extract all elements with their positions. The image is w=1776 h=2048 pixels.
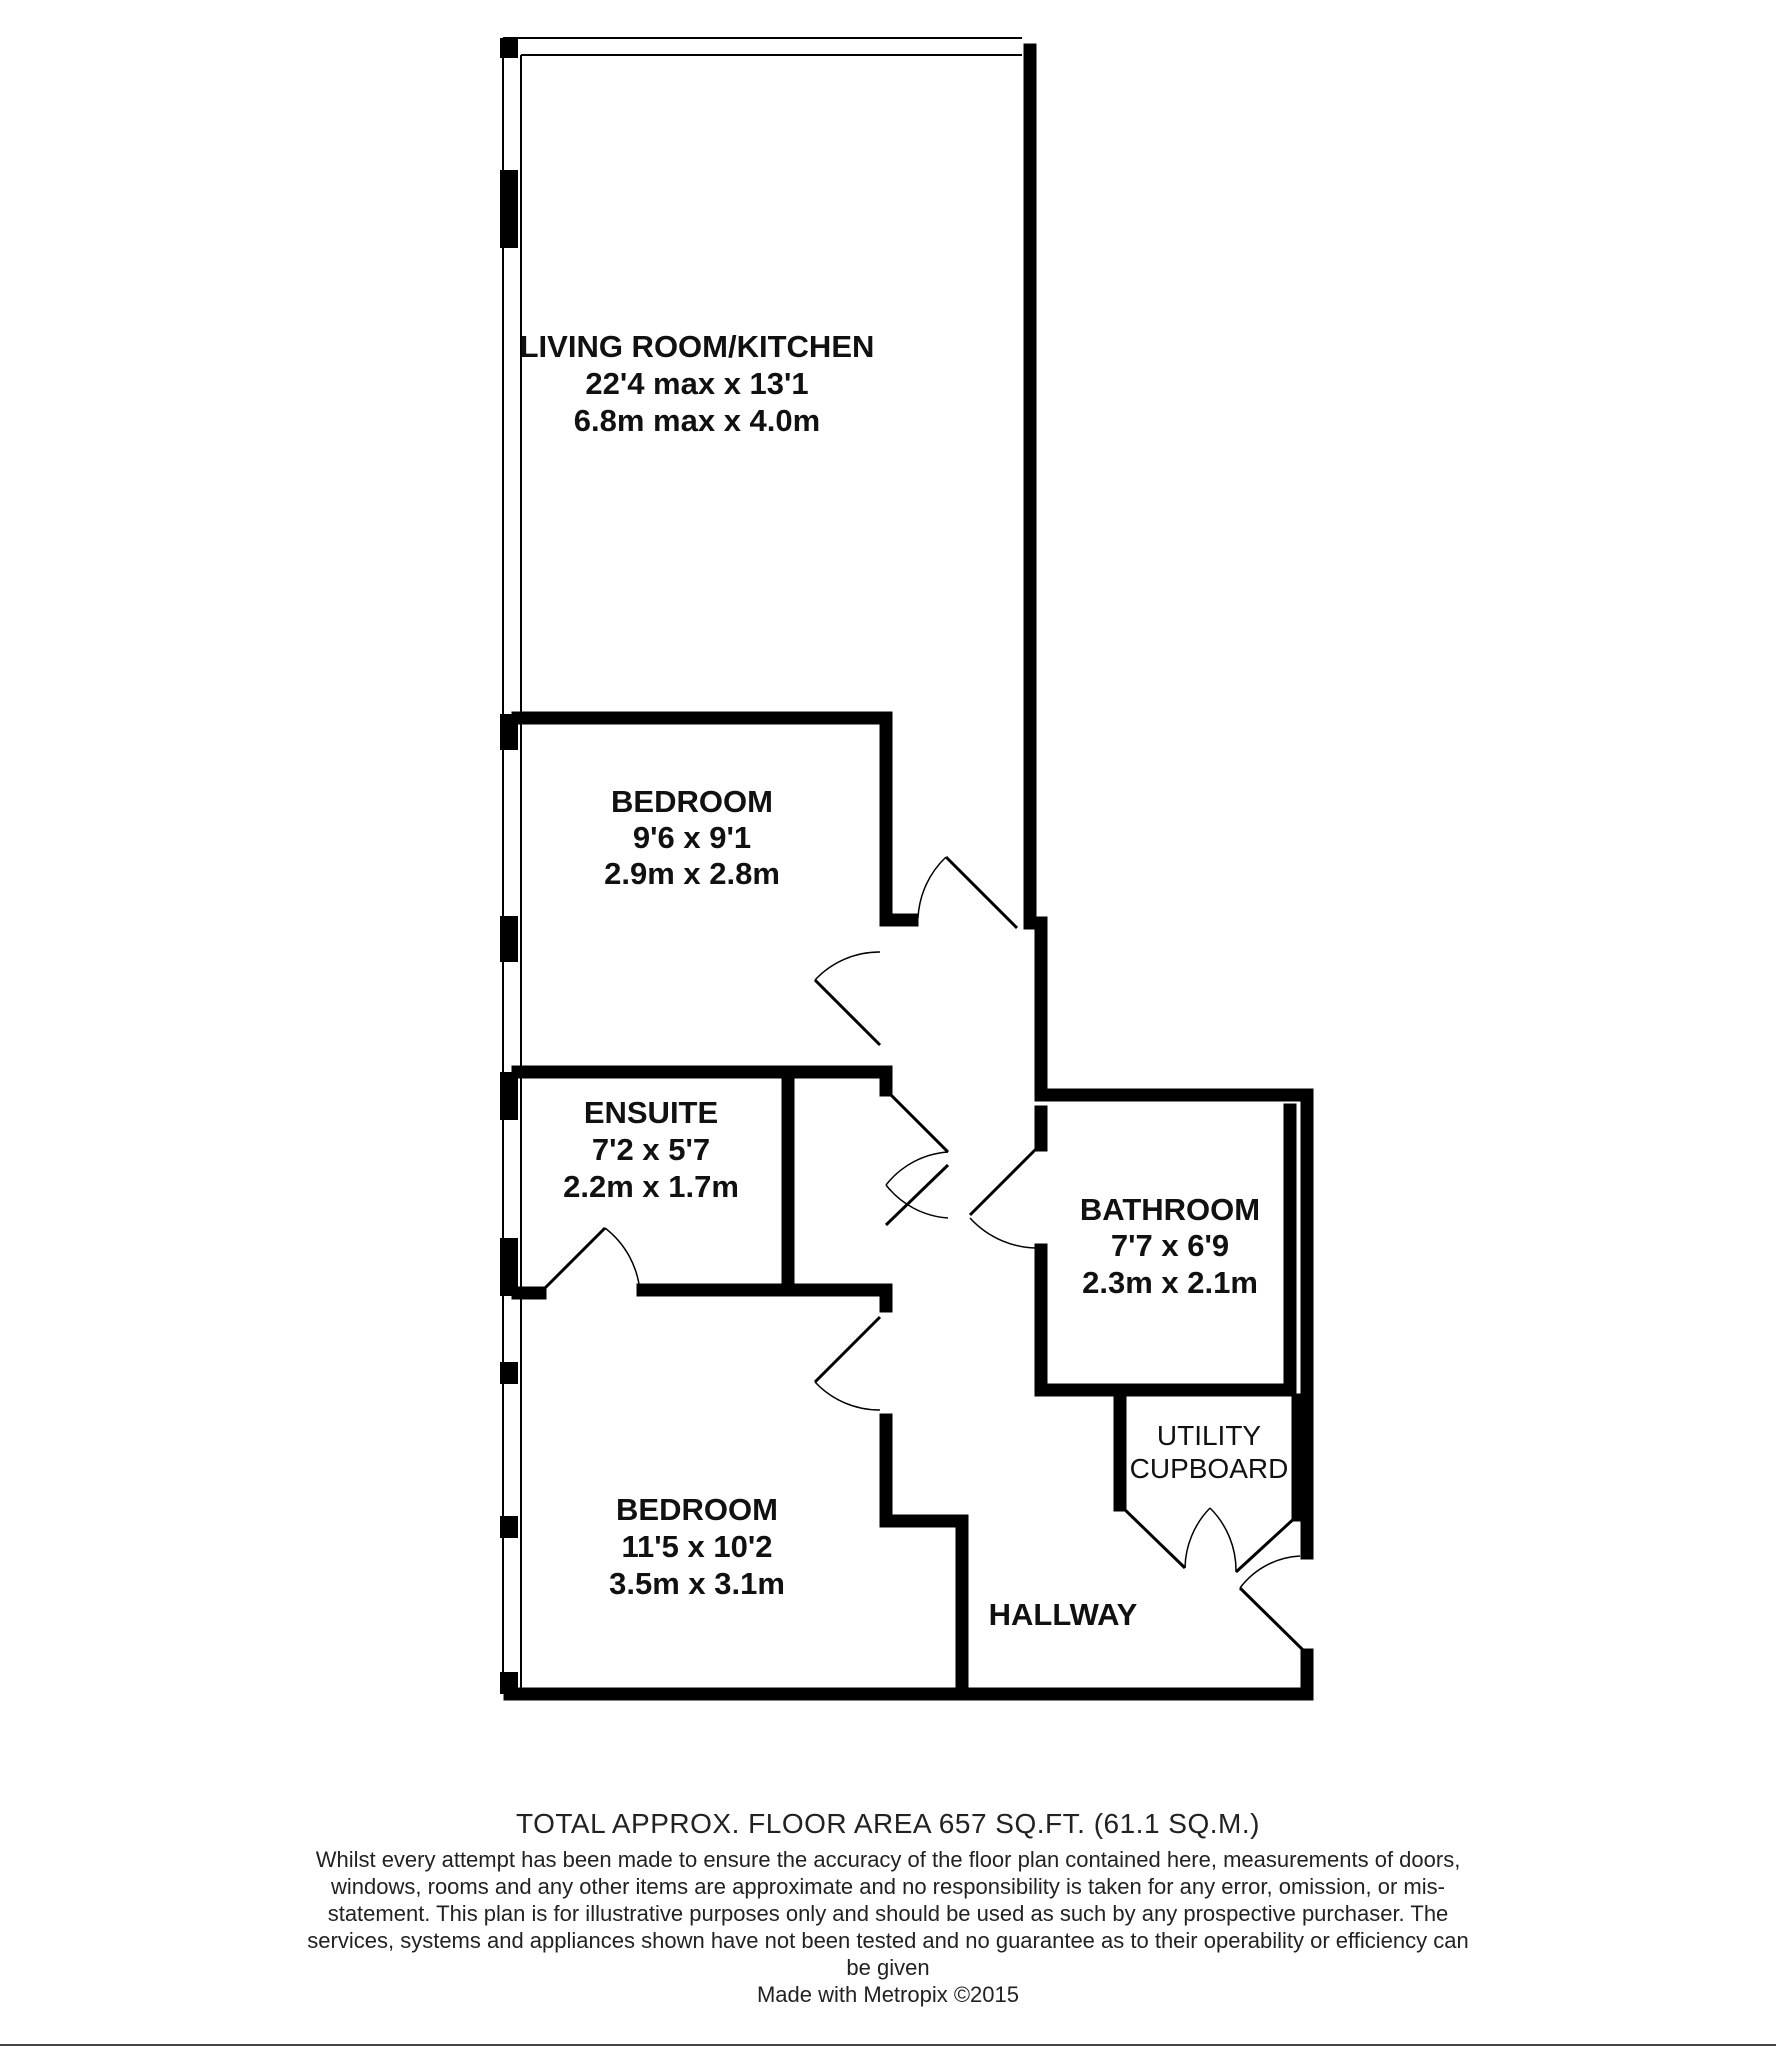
bedroom1-name: BEDROOM xyxy=(611,784,773,819)
utility-line1: UTILITY xyxy=(1156,1420,1262,1451)
ensuite-imperial: 7'2 x 5'7 xyxy=(591,1132,711,1167)
bedroom2-name: BEDROOM xyxy=(616,1492,778,1527)
bedroom1-imperial: 9'6 x 9'1 xyxy=(632,820,752,855)
living-room-metric: 6.8m max x 4.0m xyxy=(573,403,821,438)
total-floor-area: TOTAL APPROX. FLOOR AREA 657 SQ.FT. (61.1 SQ.M.) xyxy=(516,1808,1260,1839)
door-cupboard xyxy=(886,1090,948,1225)
bathroom-name: BATHROOM xyxy=(1079,1192,1261,1227)
door-bathroom xyxy=(970,1145,1041,1248)
door-living xyxy=(918,857,1017,928)
room-labels xyxy=(520,329,1289,1632)
living-room-imperial: 22'4 max x 13'1 xyxy=(585,366,809,401)
door-bedroom2 xyxy=(815,1317,880,1410)
made-with-credit: Made with Metropix ©2015 xyxy=(756,1982,1019,2007)
door-utility xyxy=(1120,1505,1298,1572)
ensuite-name: ENSUITE xyxy=(583,1095,719,1130)
utility-line2: CUPBOARD xyxy=(1129,1453,1289,1484)
bedroom2-imperial: 11'5 x 10'2 xyxy=(621,1529,773,1564)
disclaimer-text: Whilst every attempt has been made to ensure the accuracy of the floor plan contained here, measurements of doors, windows, rooms and any other items are approximate and no responsibility is taken for any error, omission, or mis-statement. This plan is for illustrative purposes only and should be used as such by any prospective purchaser. The services, systems and appliances shown have not been tested and no guarantee as to their operability or efficiency can be given xyxy=(307,1847,1469,1980)
hallway-name: HALLWAY xyxy=(988,1597,1138,1632)
ensuite-metric: 2.2m x 1.7m xyxy=(563,1169,739,1204)
living-room-name: LIVING ROOM/KITCHEN xyxy=(519,329,875,364)
door-bedroom1 xyxy=(815,952,880,1045)
bathroom-imperial: 7'7 x 6'9 xyxy=(1110,1228,1230,1263)
bathroom-metric: 2.3m x 2.1m xyxy=(1082,1265,1258,1300)
west-window-wall xyxy=(500,38,521,1694)
bottom-rule xyxy=(0,2044,1776,2046)
bedroom2-metric: 3.5m x 3.1m xyxy=(609,1566,785,1601)
door-entrance xyxy=(1240,1556,1305,1652)
door-ensuite xyxy=(540,1228,640,1293)
north-wall xyxy=(503,38,1022,55)
bedroom1-metric: 2.9m x 2.8m xyxy=(604,856,780,891)
plan-footer xyxy=(300,1808,1476,2008)
